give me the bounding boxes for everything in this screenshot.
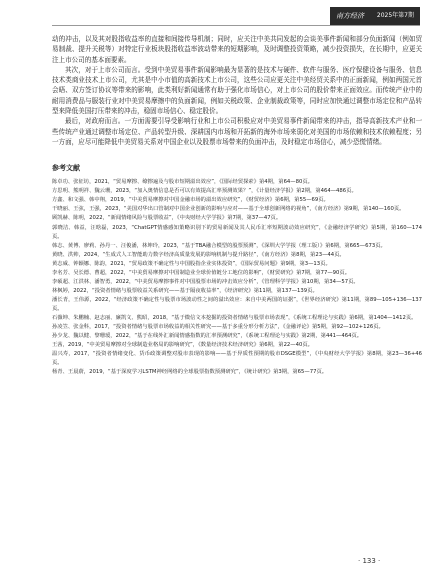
reference-item: 李名芳、吴长德、曹超，2022，“中美贸易摩擦对中国制造业全球价值链分工地位的影响”，《财贸研究》第7期，第77—90页。 <box>52 269 351 276</box>
page-body <box>52 34 422 377</box>
reference-item: 方思明、熊明祥、魏云珊，2023，“加入奥情信息是否可以有效提高汇率预测效果？”，《计量经济学报》第2期，第464—486页。 <box>52 188 357 195</box>
reference-item: 孙少龙、魏以健、黎珊瑗，2022，“基于在线外汇新闻情感指数的汇率预测研究”，《系统工程理论与实践》第2期，第441—464页。 <box>52 333 363 340</box>
references-heading: 参考文献 <box>52 164 80 173</box>
reference-item: 黄晓、洪帅，2024，“生成式人工智能助力数字经济高质量发展的影响机制与提升路径”，《南方经济》第8期，第23—44页。 <box>52 251 345 258</box>
body-paragraph: 最后，对政府而言。一方面需要引导受影响行业和上市公司积极应对中美贸易事件新闻带来的冲击，指导高新技术产业和一些传统产业通过调整市场定位、产品转型升级、深耕国内市场和开拓新的海外市场来弱化对美国的市场依赖和技术依赖程度；另一方面，应尽可能降低中美贸易关系对中国企业以及股票市场带来的负面冲击，及时稳定市场信心，减少恐慌情绪。 <box>52 117 422 146</box>
journal-name: 南方经济 <box>336 12 364 20</box>
header-divider <box>52 25 420 26</box>
reference-item: 陈卓功、张征坊，2021，“贸易摩擦、缭擦遍及与股市短期溢出效应”，《国际经贸探索》第4期，第64—80页。 <box>52 179 313 186</box>
reference-item: 石薇坤、朱鹏楠、赵志丽、廉凯文、熊昭，2018，“基于微信文本挖掘的投资者情绪与股票市场表现”，《系统工程理论与实践》第6期，第1404—1412页。 <box>52 314 417 321</box>
reference-item: 潘长青，王伟源，2022，“经济政策不确定性与股票市场波动性之间的溢出效应：来自中美两国的证据”，《世界经济研究》第11期，第89—105+136—137页。 <box>52 296 422 312</box>
reference-item: 王茜，2019，“中美贸易摩擦对全球制造业格局的影响研究”，《数量经济技术经济研究》第6期，第22—40页。 <box>52 342 313 349</box>
reference-item: 韩志、黄博、廖莉、孙丹一、汪俊潘，林坤玲，2023，“基于TBA融合模型的股票预测”，《深圳大学学报（理工版）》第6期，第665—673页。 <box>52 242 386 249</box>
reference-list <box>52 178 422 377</box>
body-paragraph: 其次，对于上市公司而言。受到中美贸易事件新闻影响最为显著的是技术与硬件、软件与服务、医疗保健设备与服务、信息技术类商业技术上市公司，尤其是中小市值的高新技术上市公司，这些公司应更关注中美经贸关系中的正面新闻，例如两国元首会晤、双方签订协议等带来的影响，此类利好新闻通常有助于强化市场信心，对上市公司的股价带来正面效应。而传统产业中的耐用消费品与服装行业对中美贸易摩擦中的负面新闻，例如关税政策、企业制裁政策等，同时应加快通过调整市场定位和产品转型来降低美国打压带来的冲击，稳固市场信心、稳定股价。 <box>52 65 422 116</box>
reference-item: 杨青、王晨蔚，2019，“基于深度学习LSTM神经网络的全球股票指数预测研究”，《统计研究》第3期，第65—77页。 <box>52 369 328 376</box>
reference-item: 顾凯赫、陈明，2022，“新闻情绪风险与股票收益”，《中央财经大学学报》第7期，第37—47页。 <box>52 215 282 222</box>
body-paragraph: 动的冲击，以及其对股指收益率的直接和间接传导机制；同时，应关注中美共同发起的会谈美事件新闻和部分负面新闻（例如贸易制裁、提升关税等）对特定行业板块股指收益率波动带来的短期影响，及时调整投资策略，减少投资损失，在长期中，应更关注上市公司的基本面要素。 <box>52 35 422 64</box>
page-number: · 133 · <box>358 557 381 565</box>
reference-item: 孙凌笠、张金科，2017，“投资者情绪与股票市场收益的相关性研究——基于多重分形分析方法”，《金融评论》第5期，第92—102+126页。 <box>52 324 384 331</box>
reference-item: 温兴寿，2017，“投资者情绪变化、货币政策调整对股市表现的影响——基于异质性预期的股市DSGE模型”，《中央财经大学学报》第8期，第23—36+46页。 <box>52 351 422 367</box>
issue-label: 2025年第7期 <box>376 12 414 19</box>
reference-item: 干晓丽、王弦，王强，2023，“美国对华出口管制对中国企业创新的影响与应对——基于全球创新网络的视角”，《南方经济》第9期，第140—160页。 <box>52 206 405 213</box>
reference-item: 李硕超、江洪林、潘智勇，2022，“中美贸易摩擦事件对中国股票市场的冲击效应分析”，《管理科学学报》第10期，第34—57页。 <box>52 278 359 285</box>
reference-item: 林枫婷，2022，“投资者情绪与股票收益关系研究——基于隔夜收益率”，《经济研究》第11期，第137—139页。 <box>52 287 318 294</box>
reference-item: 黄志威、钟颖娜、陈韵，2021，“贸易政策不确定性与中国股指企业实体投资”，《国际贸易问题》第9期，第3—13页。 <box>52 260 331 267</box>
reference-item: 郭晓洁、韩益，汪晗磊，2023，“ChatGPT情感感知策略识别下的贸易新闻及其人民币汇率短期波动效应研究”，《金融经济学研究》第5期，第160—174页。 <box>52 224 422 240</box>
running-header <box>330 7 420 25</box>
reference-item: 方鑫、和文强、韩中翔，2019，“中美贸易摩擦对中国金融市场的溢出效应研究”，《财贸经济》第6期，第55—69页。 <box>52 197 329 204</box>
